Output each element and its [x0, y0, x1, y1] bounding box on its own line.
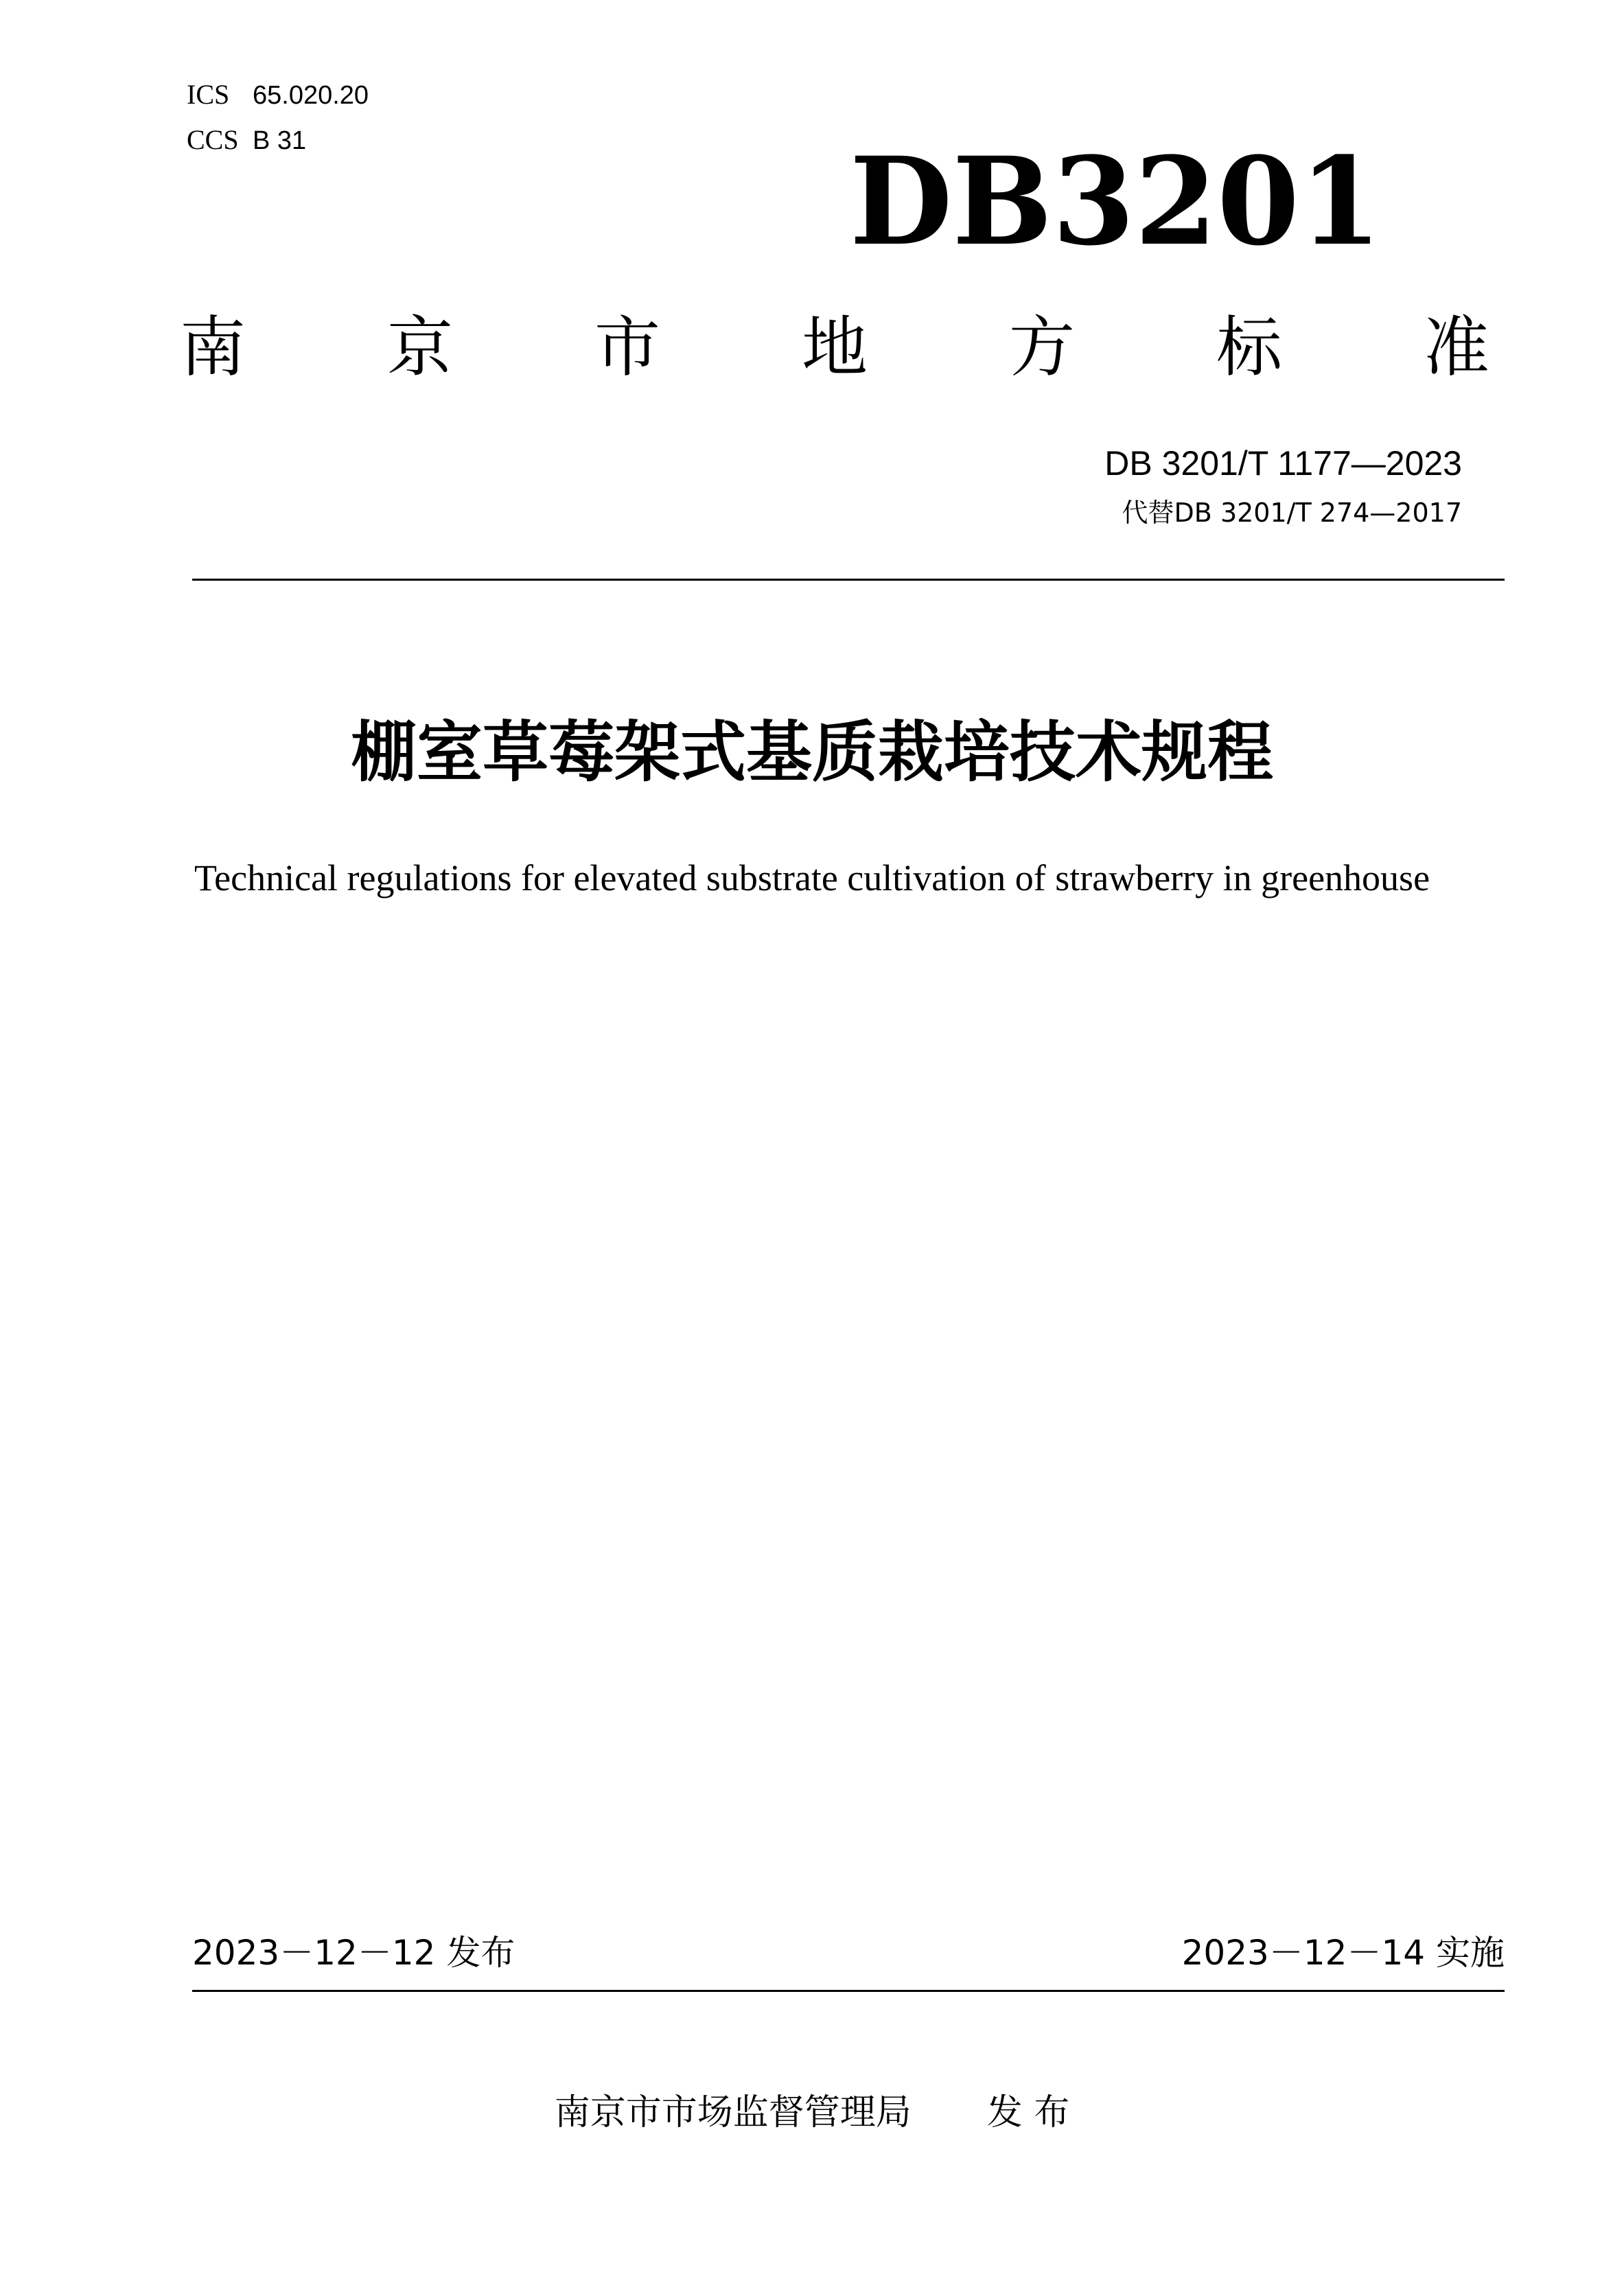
standard-type-char: 南 [180, 309, 246, 386]
standard-type-heading [180, 309, 1489, 386]
footer-divider [192, 1990, 1505, 1992]
publisher-name: 南京市市场监督管理局 [554, 2092, 912, 2133]
standard-type-char: 市 [594, 309, 660, 386]
issue-date: 2023－12－12 发布 [192, 1933, 515, 1973]
publish-action: 发 布 [986, 2092, 1070, 2133]
effective-date: 2023－12－14 实施 [1181, 1933, 1505, 1973]
standard-type-char: 标 [1216, 309, 1282, 386]
ccs-value: B 31 [253, 126, 307, 155]
ics-value: 65.020.20 [253, 81, 369, 110]
document-title-english: Technical regulations for elevated substrate cultivation of strawberry in greenhouse [194, 857, 1430, 898]
db-code-text: DB3201 [850, 141, 1382, 257]
publisher-line [0, 2092, 1624, 2133]
header-divider [192, 579, 1505, 581]
standard-type-char: 准 [1424, 309, 1489, 386]
standard-type-char: 京 [387, 309, 453, 386]
standard-type-char: 方 [1009, 309, 1075, 386]
ics-classification [187, 81, 369, 108]
ccs-classification [187, 126, 306, 154]
standard-type-char: 地 [802, 309, 868, 386]
ccs-label: CCS [187, 124, 239, 155]
db-code-logo [850, 141, 1385, 257]
document-title-chinese: 棚室草莓架式基质栽培技术规程 [351, 714, 1273, 791]
ics-label: ICS [187, 79, 230, 110]
replaces-standard: 代替DB 3201/T 274—2017 [1122, 498, 1462, 528]
standard-number: DB 3201/T 1177—2023 [1104, 444, 1462, 483]
